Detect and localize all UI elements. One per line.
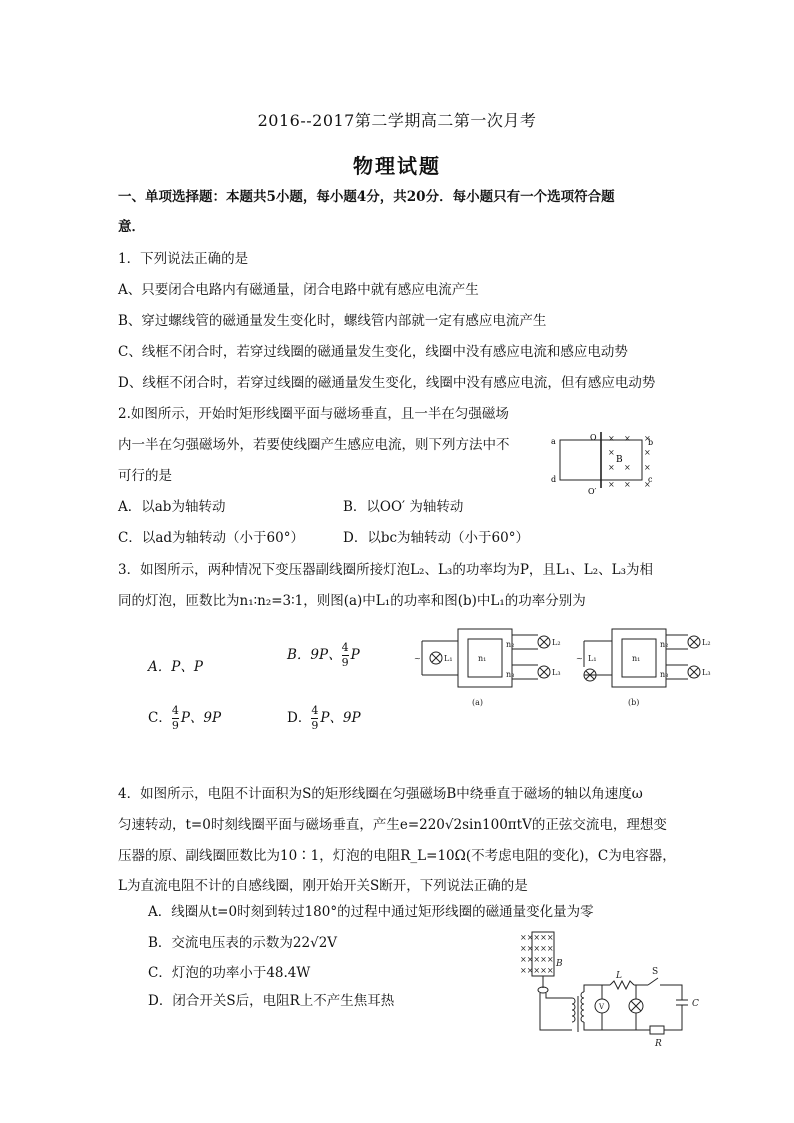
svg-text:×: ×: [624, 480, 631, 489]
section-heading: 一、单项选择题：本题共5小题，每小题4分，共20分．每小题只有一个选项符合题: [118, 189, 615, 205]
svg-text:×××××: ×××××: [520, 955, 554, 964]
frac-num: 4: [341, 641, 349, 654]
frac-num: 4: [311, 704, 319, 717]
label-inductor: L: [616, 971, 622, 981]
q4-option-b: B．交流电压表的示数为22√2V: [148, 935, 338, 951]
label-l2-a: L₂: [552, 638, 561, 647]
q3-option-d-prefix: D．: [287, 710, 312, 726]
frac-num: 4: [171, 704, 179, 717]
q1-option-d: D、线框不闭合时，若穿过线圈的磁通量发生变化，线圈中没有感应电流，但有感应电动势: [118, 375, 656, 391]
svg-text:×××××: ×××××: [520, 933, 554, 942]
label-l3-a: L₃: [552, 668, 561, 677]
ac-source-a: ~: [414, 654, 421, 663]
q2-coil-figure: [548, 428, 663, 496]
q3-option-c-prefix: C．: [148, 710, 172, 726]
q4-option-a: A．线圈从t=0时刻到转过180°的过程中通过矩形线圈的磁通量变化量为零: [148, 904, 594, 920]
caption-b: (b): [628, 698, 640, 707]
q4-stem-2: 匀速转动，t=0时刻线圈平面与磁场垂直，产生e=220√2sin100πtV的正弦交流电，理想变: [118, 817, 667, 833]
frac-den: 9: [311, 719, 319, 732]
label-a: a: [551, 437, 556, 446]
svg-text:×: ×: [624, 434, 631, 443]
q2-stem-1: 2.如图所示，开始时矩形线圈平面与磁场垂直，且一半在匀强磁场: [118, 406, 509, 422]
label-n2-a: n₂: [506, 640, 515, 649]
q3-option-b: [287, 641, 360, 691]
label-n1-a: n₁: [478, 654, 487, 663]
exam-title: 2016--2017第二学期高二第一次月考: [257, 111, 537, 130]
q2-option-a: A．以ab为轴转动: [118, 499, 226, 515]
label-o: O: [590, 433, 597, 442]
label-l1-b: L₁: [588, 654, 597, 663]
svg-text:×: ×: [608, 448, 615, 457]
svg-text:×××××: ×××××: [520, 966, 554, 975]
q2-stem-3: 可行的是: [118, 468, 172, 484]
q3-option-d: [287, 704, 361, 754]
label-voltmeter: V: [599, 1003, 605, 1011]
label-capacitor: C: [692, 999, 699, 1009]
q4-stem-4: L为直流电阻不计的自感线圈，刚开始开关S断开，下列说法正确的是: [118, 878, 528, 894]
section-heading-cont: 意．: [118, 219, 145, 235]
svg-text:×: ×: [608, 463, 615, 472]
q2-option-b: B．以OO′ 为轴转动: [343, 499, 464, 515]
label-o-prime: O′: [588, 487, 597, 496]
label-n3-b: n₃: [660, 670, 669, 679]
q3-option-c: [148, 704, 221, 754]
ac-source-b: ~: [576, 654, 583, 663]
q4-option-c: C．灯泡的功率小于48.4W: [148, 965, 311, 981]
label-n2-b: n₂: [660, 640, 669, 649]
svg-text:×: ×: [644, 463, 651, 472]
q2-option-d: D．以bc为轴转动（小于60°）: [343, 530, 529, 546]
q3-option-b-suffix: P: [350, 647, 360, 663]
svg-text:×××××: ×××××: [520, 944, 554, 953]
svg-text:×: ×: [644, 434, 651, 443]
label-n3-a: n₃: [506, 670, 515, 679]
svg-text:×: ×: [608, 434, 615, 443]
label-d: d: [551, 475, 557, 484]
q3-option-d-suffix: P、9P: [320, 710, 361, 726]
svg-text:×: ×: [608, 480, 615, 489]
label-switch: S: [652, 967, 659, 977]
q3-transformer-figure: [412, 623, 712, 713]
subject-title: 物理试题: [353, 154, 441, 178]
label-resistor: R: [655, 1039, 662, 1049]
label-field-b: B: [616, 455, 623, 465]
q3-option-a: A．P、P: [148, 659, 203, 675]
svg-text:×: ×: [624, 463, 631, 472]
label-field-b: B: [556, 959, 563, 969]
label-l2-b: L₂: [702, 638, 711, 647]
svg-text:×: ×: [644, 480, 651, 489]
frac-den: 9: [341, 656, 349, 669]
q1-option-a: A、只要闭合电路内有磁通量，闭合电路中就有感应电流产生: [118, 282, 479, 298]
label-l1-a: L₁: [444, 654, 453, 663]
q1-stem: 1．下列说法正确的是: [118, 251, 249, 267]
q3-option-b-prefix: B．9P、: [287, 647, 342, 663]
q4-generator-circuit: [512, 930, 712, 1050]
q4-option-d: D．闭合开关S后，电阻R上不产生焦耳热: [148, 993, 395, 1009]
label-c: c: [648, 475, 653, 484]
q1-option-b: B、穿过螺线管的磁通量发生变化时，螺线管内部就一定有感应电流产生: [118, 313, 547, 329]
q3-stem-2: 同的灯泡，匝数比为n₁∶n₂=3∶1，则图(a)中L₁的功率和图(b)中L₁的功率分别为: [118, 593, 586, 609]
q4-stem-3: 压器的原、副线圈匝数比为10∶1，灯泡的电阻R_L=10Ω(不考虑电阻的变化)，C为电容器，: [118, 848, 676, 864]
q3-stem-1: 3．如图所示，两种情况下变压器副线圈所接灯泡L₂、L₃的功率均为P，且L₁、L₂、L₃为相: [118, 562, 654, 578]
q4-stem-1: 4．如图所示，电阻不计面积为S的矩形线圈在匀强磁场B中绕垂直于磁场的轴以角速度ω: [118, 786, 643, 802]
frac-den: 9: [171, 719, 179, 732]
q3-option-c-suffix: P、9P: [180, 710, 222, 726]
q1-option-c: C、线框不闭合时，若穿过线圈的磁通量发生变化，线圈中没有感应电流和感应电动势: [118, 344, 628, 360]
caption-a: (a): [472, 698, 484, 707]
label-b: b: [648, 438, 654, 447]
q2-stem-2: 内一半在匀强磁场外，若要使线圈产生感应电流，则下列方法中不: [118, 437, 510, 453]
label-n1-b: n₁: [632, 654, 641, 663]
q2-option-c: C．以ad为轴转动（小于60°）: [118, 530, 304, 546]
label-l3-b: L₃: [702, 668, 711, 677]
svg-text:×: ×: [644, 448, 651, 457]
